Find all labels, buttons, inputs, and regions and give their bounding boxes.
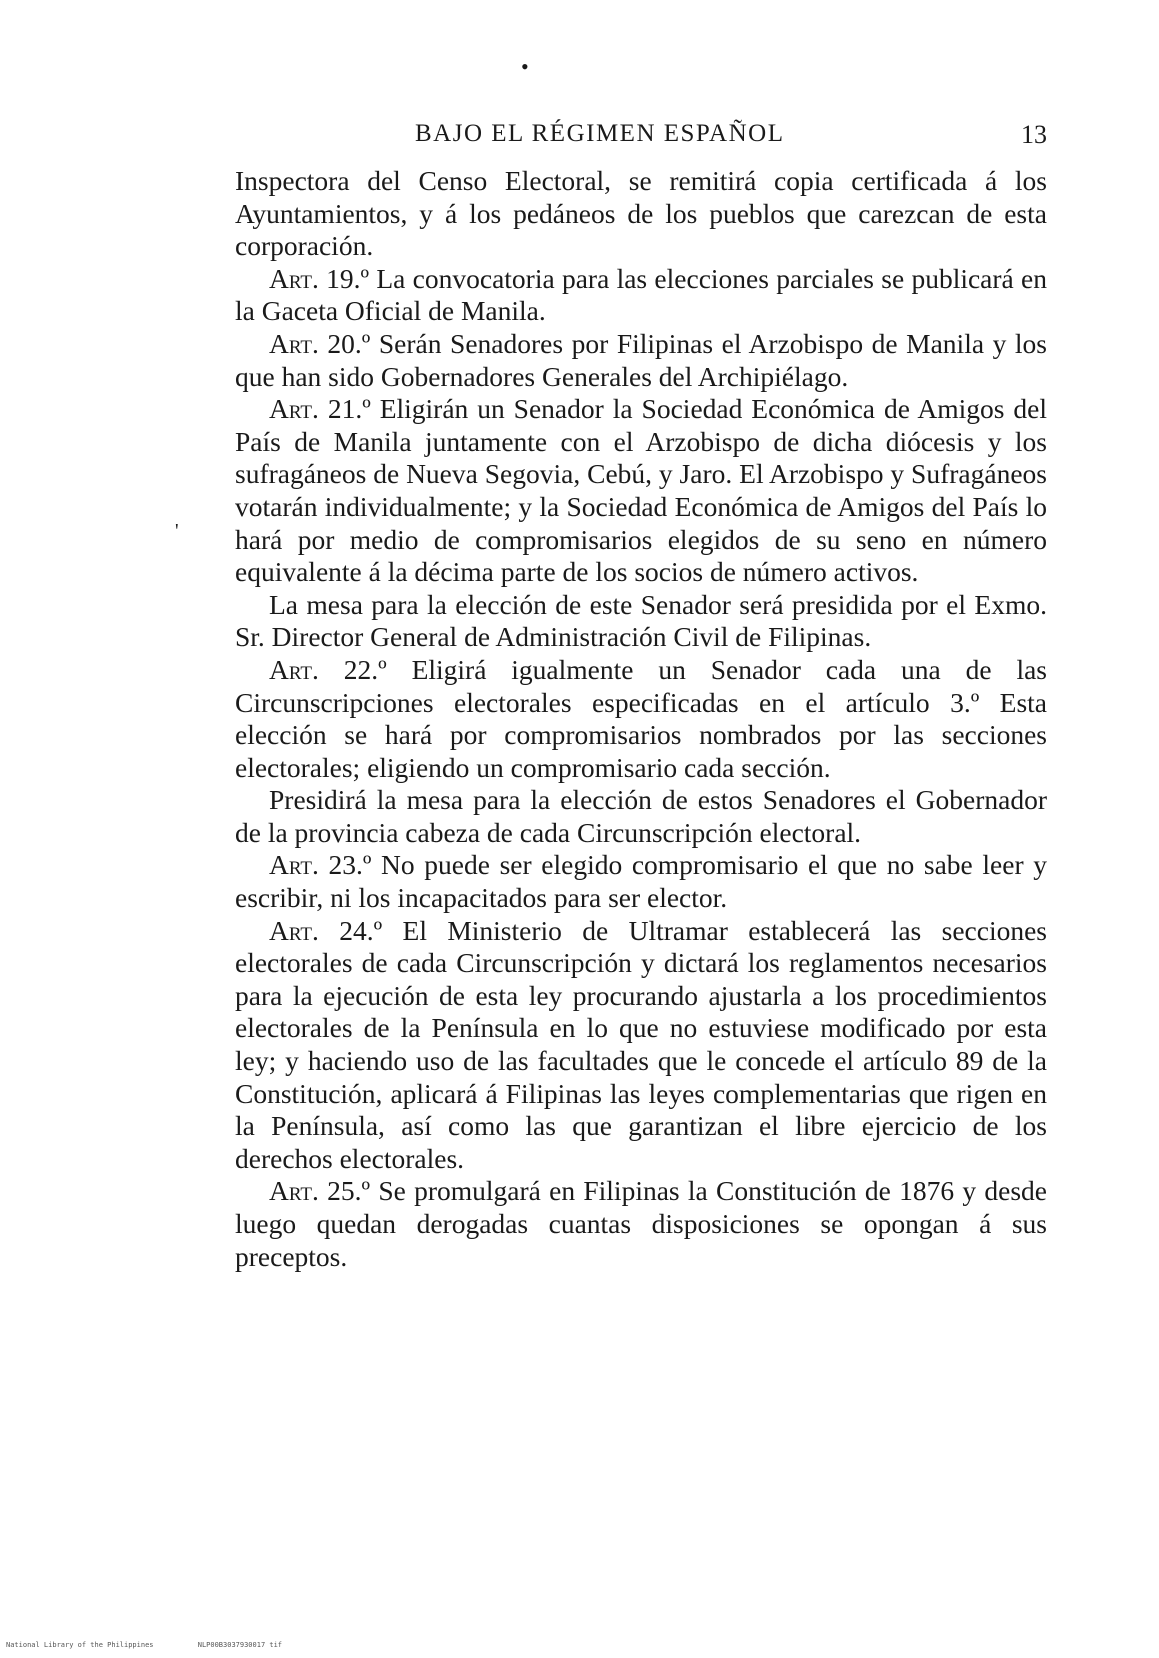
paragraph <box>235 784 1047 849</box>
scan-footer <box>6 1641 322 1649</box>
paragraph-text: El Ministerio de Ultramar establecerá las secciones electorales de cada Circunscripción y dictará los reglamentos necesarios para la ejecución de esta ley procurando ajustarla a los procedimientos electorales de la Península en lo que no estuviese modificado por esta ley; y haciendo uso de las facultades que le concede el artículo 89 de la Constitución, aplicará á Filipinas las leyes complementarias que rigen en la Península, así como las que garantizan el libre ejercicio de los derechos electorales. <box>235 914 1047 1174</box>
paragraph <box>235 589 1047 654</box>
paragraph-text: Eligirá igualmente un Senador cada una de las Circunscripciones electorales especificadas en el artículo 3.º Esta elección se hará por compromisarios nombrados por las secciones electorales; eligiendo un compromisario cada sección. <box>235 653 1047 783</box>
article-label: Art. 22.º <box>269 653 387 685</box>
article-label: Art. 23.º <box>269 849 372 881</box>
top-mark: • <box>521 54 529 79</box>
article-label: Art. 21.º <box>269 393 371 425</box>
paragraph-text: Eligirán un Senador la Sociedad Económica de Amigos del País de Manila juntamente con el Arzobispo de dicha diócesis y los sufragáneos de Nueva Segovia, Cebú, y Jaro. El Arzobispo y Sufragáneos votarán individualmente; y la Sociedad Económica de Amigos del País lo hará por medio de compromisarios elegidos de su seno en número equivalente á la décima parte de los socios de número activos. <box>235 393 1047 588</box>
paragraph-text: Serán Senadores por Filipinas el Arzobispo de Manila y los que han sido Gobernadores Generales del Archipiélago. <box>235 327 1047 392</box>
paragraph <box>235 328 1047 393</box>
running-title: BAJO EL RÉGIMEN ESPAÑOL <box>415 120 785 147</box>
paragraph-text: La convocatoria para las elecciones parciales se publicará en la Gaceta Oficial de Manila. <box>235 262 1047 327</box>
article-label: Art. 20.º <box>269 327 371 359</box>
paragraph-text: Se promulgará en Filipinas la Constitución de 1876 y desde luego quedan derogadas cuantas disposiciones se opongan á sus preceptos. <box>235 1175 1047 1272</box>
margin-mark: ' <box>175 520 179 542</box>
paragraph <box>235 654 1047 784</box>
paragraph <box>235 263 1047 328</box>
article-label: Art. 25.º <box>269 1175 371 1207</box>
running-head <box>235 120 1047 154</box>
article-label: Art. 24.º <box>269 914 383 946</box>
paragraph-text: No puede ser elegido compromisario el que no sabe leer y escribir, ni los incapacitados para ser elector. <box>235 849 1047 914</box>
footer-file-id: NLP00B3037930017 tif <box>197 1641 283 1649</box>
article-label: Art. 19.º <box>269 262 370 294</box>
paragraph <box>235 393 1047 589</box>
paragraph <box>235 165 1047 263</box>
paragraph <box>235 849 1047 914</box>
paragraph-text: Presidirá la mesa para la elección de estos Senadores el Gobernador de la provincia cabeza de cada Circunscripción electoral. <box>235 784 1047 848</box>
paragraph <box>235 915 1047 1176</box>
paragraph-text: Inspectora del Censo Electoral, se remitirá copia certificada á los Ayuntamientos, y á los pedáneos de los pueblos que carezcan de esta corporación. <box>235 165 1047 262</box>
paragraph-text: La mesa para la elección de este Senador será presidida por el Exmo. Sr. Director General de Administración Civil de Filipinas. <box>235 588 1047 653</box>
paragraph <box>235 1175 1047 1273</box>
footer-source: National Library of the Philippines <box>6 1641 154 1649</box>
text-body <box>235 165 1047 1273</box>
page-number: 13 <box>1021 120 1047 149</box>
